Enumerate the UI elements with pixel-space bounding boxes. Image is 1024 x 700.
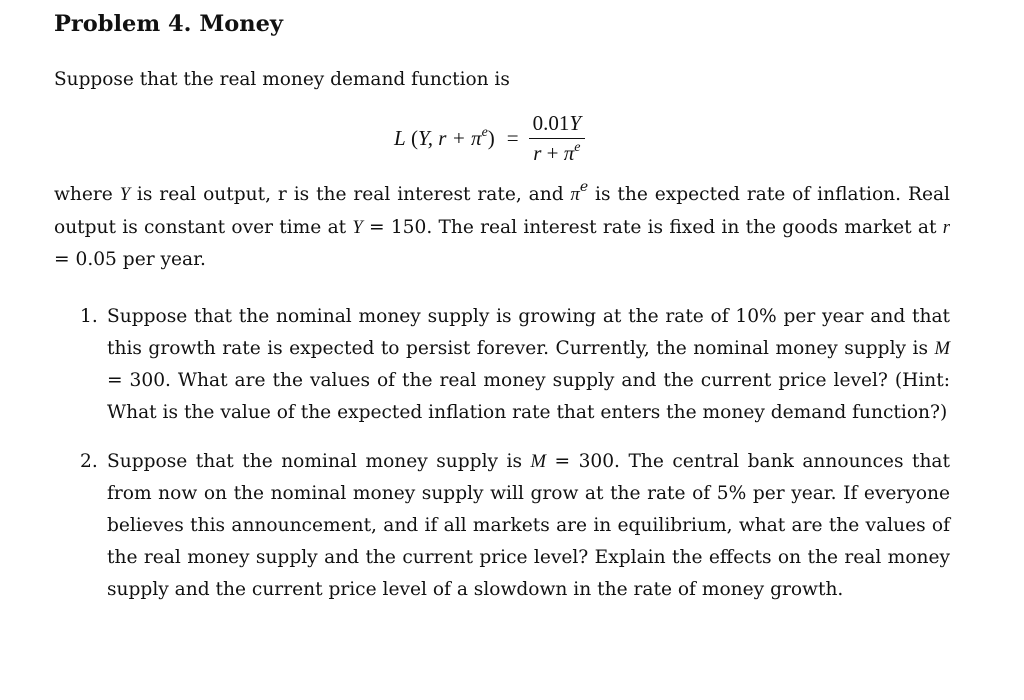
fraction-denominator — [533, 139, 580, 165]
question-text-b: = 300. What are the values of the real money supply and the current price level? (Hint: What is the value of the expected inflation rate that enters the money demand function?) — [107, 369, 950, 423]
question-number: 1. — [80, 305, 98, 327]
desc-r: r — [942, 216, 950, 238]
equation-fraction — [529, 111, 585, 165]
desc-sup-e: e — [579, 179, 589, 195]
eq-open: ( — [405, 125, 418, 150]
eq-comma-r: , r + — [427, 125, 472, 150]
eq-Y: Y — [417, 125, 428, 150]
num-Y: Y — [569, 111, 582, 135]
variable-description — [54, 179, 950, 277]
desc-Y2: Y — [352, 216, 363, 238]
eq-equals: = — [506, 125, 519, 150]
question-text-a: Suppose that the nominal money supply is growing at the rate of 10% per year and that this growth rate is expected to persist forever. Currently, the nominal money supply is — [107, 305, 950, 359]
desc-pi: π — [570, 184, 580, 205]
question-M: M — [530, 450, 546, 472]
question-text-a: Suppose that the nominal money supply is — [107, 450, 531, 472]
question-item-2 — [54, 446, 950, 606]
question-text-b: = 300. The central bank announces that from now on the nominal money supply will grow at the rate of 5% per year. If everyone believes this announcement, and if all markets are in equilibrium, what are the values of the real money supply and the current price level? Explain the effects on the real money supply and the current price level of a slowdown in the rate of money growth. — [107, 450, 950, 600]
question-list — [54, 301, 950, 606]
eq-L: L — [394, 125, 406, 150]
desc-part2: is real output, r is the real interest rate, and — [130, 184, 571, 205]
question-item-1 — [54, 301, 950, 429]
equation-lhs — [394, 126, 495, 151]
desc-part5: = 0.05 per year. — [54, 249, 206, 270]
den-plus: + — [541, 141, 564, 165]
desc-Y: Y — [119, 184, 131, 205]
den-r: r — [533, 141, 542, 165]
eq-sup-e: e — [481, 124, 488, 140]
intro-text: Suppose that the real money demand function is — [54, 69, 510, 90]
fraction-numerator — [529, 111, 585, 139]
question-number: 2. — [80, 450, 98, 472]
desc-part1: where — [54, 184, 120, 205]
num-coef: 0.01 — [532, 111, 570, 135]
den-sup-e: e — [574, 140, 581, 155]
eq-pi: π — [471, 125, 482, 150]
eq-close: ) — [487, 125, 495, 150]
document-page — [54, 8, 950, 606]
money-demand-equation — [54, 103, 950, 173]
desc-part3: is the expected rate of inflation. Real output is constant over time at — [54, 184, 950, 238]
question-M: M — [934, 337, 950, 359]
desc-part4: = 150. The real interest rate is fixed in the goods market at — [362, 216, 943, 238]
problem-title: Problem 4. Money — [54, 11, 283, 37]
den-pi: π — [563, 141, 575, 165]
